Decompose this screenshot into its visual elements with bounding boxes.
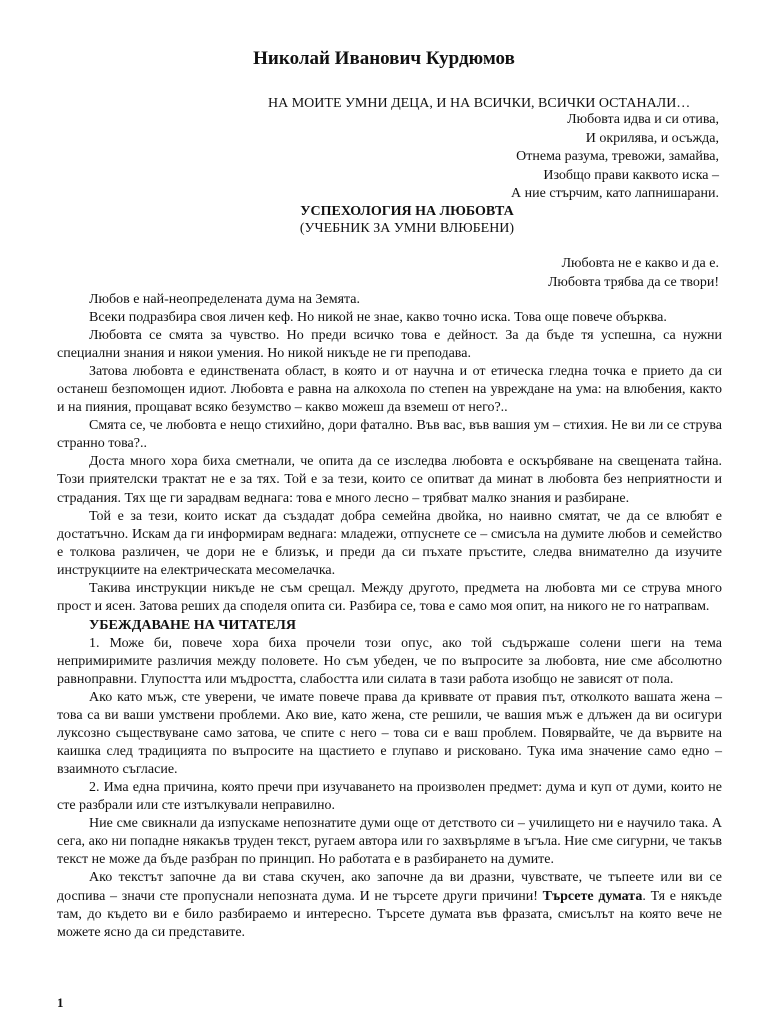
page-number: 1 [57,995,64,1010]
paragraph: Ние сме свикнали да изпускаме непознатите думи още от детството си – училището ни е научило така. А сега, ако ни попадне някакъв труден текст, ругаем автора или го захвърляме в ъгъла. Ние сме сигурни, че такъв текст не може да бъде разбран по принцип. Но работата е в разбирането на думите. [57,816,722,868]
epigraph-poem-line: Изобщо прави каквото иска – [543,167,719,183]
paragraph: Любов е най-неопределената дума на Земята. [89,292,361,307]
paragraph: Той е за тези, които искат да създадат добра семейна двойка, но наивно смятат, че да се влюбят е достатъчно. Искам да ги информирам веднага: младежи, отпуснете се – смисъла на думите любов и семейство е толкова различен, че дори не е близък, и преди да си пъхате пръстите, следва внимателно да изучите инструкциите на електрическата месомелачка. [57,508,722,578]
epigraph-poem-line: А ние стърчим, като лапнишарани. [511,186,719,201]
paragraph-text: . Тя е някъде там, до където ви е било разбираемо и интересно. Търсете думата във фразата, смисълът на която вече не можете ясно да си представите. [57,888,722,940]
paragraph: Доста много хора биха сметнали, че опита да се изследва любовта е оскърбяване на свещената тайна. Този приятелски трактат не е за тях. Той е за тези, които се опитват да минат в любовта без неприятности и страдания. Тях ще ги зарадвам веднага: това е много лесно – трябват малко знания и разбиране. [57,454,722,506]
paragraph: 1. Може би, повече хора биха прочели този опус, ако той съдържаше солени шеги на тема непримиримите различия между половете. Но съм убеден, че по въпросите за любовта, ние сме абсолютно равноправни. Глупостта или мъдростта, слабостта или силата в тази работа изобщо не зависят от пола. [57,635,722,687]
epigraph-poem-line: Любовта идва и си отива, [567,112,719,127]
epigraph-motto-line: Любовта не е какво и да е. [561,256,719,271]
body-text [57,291,722,942]
paragraph: Всеки подразбира своя личен кеф. Но никой не знае, какво точно иска. Това още повече обърква. [89,310,667,326]
epigraph-poem-line: Отнема разума, тревожи, замайва, [516,149,719,164]
book-subtitle: (УЧЕБНИК ЗА УМНИ ВЛЮБЕНИ) [299,221,515,236]
paragraph: Смята се, че любовта е нещо стихийно, дори фатално. Във вас, във вашия ум – стихия. Не ви ли се струва странно това?.. [57,418,722,452]
paragraph: Такива инструкции никъде не съм срещал. Между другото, предмета на любовта ми се струва много прост и ясен. Затова реших да споделя опита си. Разбира се, това е само моя опит, на никого не го натрапвам. [57,580,722,614]
epigraph-poem [511,111,719,204]
section-heading: УБЕЖДАВАНЕ НА ЧИТАТЕЛЯ [89,617,296,633]
paragraph: 2. Има една причина, която пречи при изучаването на произволен предмет: дума и куп от думи, които не сте разбрали или сте изтълкували неправилно. [57,780,722,814]
book-title: УСПЕХОЛОГИЯ НА ЛЮБОВТА [300,204,514,219]
author-name: Николай Иванович Курдюмов [253,48,515,69]
paragraph: Затова любовта е единствената област, в която и от научна и от етическа гледна точка е прието да си останеш безпомощен идиот. Любовта е равна на алкохола по степен на увреждане на ума: на влюбения, както и на пияния, прощават всяко безумство – какво можеш да вземеш от него?.. [57,364,722,416]
emphasis-text: Търсете думата [542,888,643,904]
dedication: НА МОИТЕ УМНИ ДЕЦА, И НА ВСИЧКИ, ВСИЧКИ ОСТАНАЛИ… [268,96,691,111]
epigraph-poem-line: И окрилява, и осъжда, [585,130,719,146]
epigraph-motto-line: Любовта трябва да се твори! [547,274,719,290]
paragraph: Любовта се смята за чувство. Но преди всичко това е дейност. За да бъде тя успешна, са нужни специални знания и някои умения. Но никой никъде не ги преподава. [57,328,722,362]
epigraph-motto [548,255,719,292]
paragraph: Ако като мъж, сте уверени, че имате повече права да криввате от правия път, отколкото вашата жена – това са ви ваши умствени проблеми. Ако вие, като жена, сте решили, че вашия мъж е длъжен да ви осигури луксозно съществуване само затова, че спите с него – това си е ваш проблем. Повярвайте, че да вървите на каишка след традицията по въпросите на щастието е глупаво и рисковано. Тука има значение само едно – взаимното съгласие. [57,689,722,778]
paragraph-text: Ако текстът започне да ви става скучен, ако започне да ви дразни, чувствате, че тъпеете или ви се доспива – значи сте пропуснали непозната дума. И не търсете други причини! [57,870,722,904]
paragraph-last [57,869,722,941]
